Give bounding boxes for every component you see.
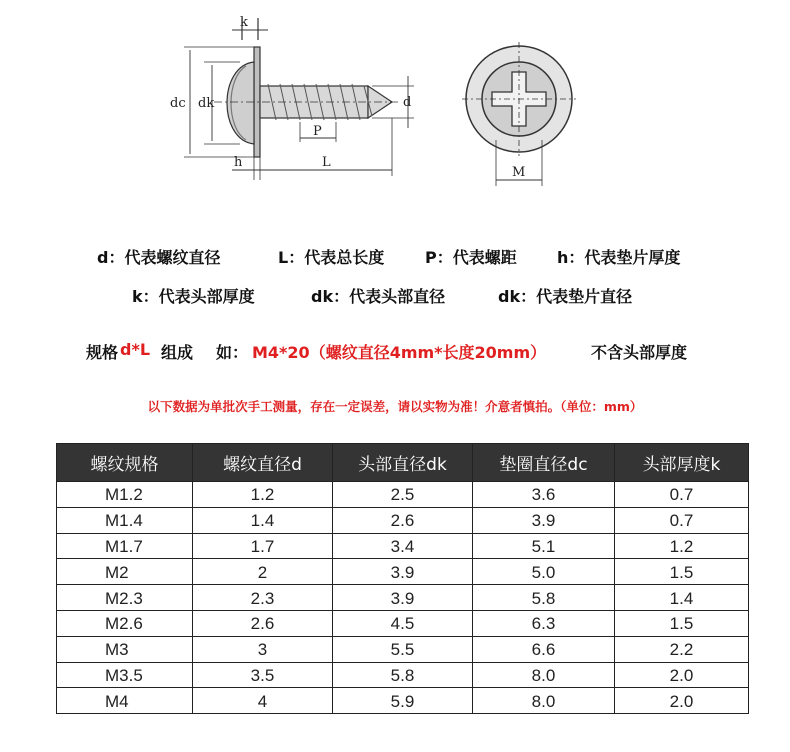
spec-example: M4*20（螺纹直径4mm*长度20mm）	[252, 343, 547, 362]
label-M: M	[512, 165, 526, 180]
legend-item: dk：代表垫片直径	[498, 287, 633, 306]
table-cell: 2.3	[193, 585, 333, 611]
label-d: d	[403, 95, 412, 110]
table-cell: M2.3	[57, 585, 193, 611]
table-cell: 1.2	[615, 533, 749, 559]
table-cell: 1.7	[193, 533, 333, 559]
table-cell: 3.6	[473, 482, 615, 508]
header-cell: 螺纹规格	[57, 444, 193, 482]
spec-note: 不含头部厚度	[591, 343, 688, 362]
table-cell: 8.0	[473, 688, 615, 714]
table-row	[57, 507, 749, 533]
table-cell: 6.6	[473, 636, 615, 662]
label-dk: dk	[198, 96, 215, 111]
table-header-row	[57, 444, 749, 482]
spec-prefix: 规格	[86, 343, 119, 362]
header-cell: 垫圈直径dc	[473, 444, 615, 482]
table-cell: 3.5	[193, 662, 333, 688]
table-cell: 1.5	[615, 610, 749, 636]
label-k: k	[240, 15, 248, 30]
table-row	[57, 662, 749, 688]
spec-format: d*L	[120, 340, 151, 359]
table-row	[57, 482, 749, 508]
table-cell: 6.3	[473, 610, 615, 636]
table-cell: 3.9	[333, 559, 473, 585]
table-cell: 1.4	[615, 585, 749, 611]
table-row	[57, 585, 749, 611]
table-cell: M3	[57, 636, 193, 662]
table-cell: 4.5	[333, 610, 473, 636]
table-cell: 4	[193, 688, 333, 714]
screw-dimension-diagram	[0, 0, 790, 220]
legend-item: d：代表螺纹直径	[97, 248, 221, 267]
spec-table	[56, 443, 749, 714]
table-cell: 0.7	[615, 482, 749, 508]
table-cell: 2.6	[333, 507, 473, 533]
table-cell: 2.0	[615, 662, 749, 688]
label-p: P	[313, 124, 322, 139]
label-L: L	[322, 155, 331, 170]
table-cell: 3.4	[333, 533, 473, 559]
table-row	[57, 559, 749, 585]
table-row	[57, 636, 749, 662]
legend-item: L：代表总长度	[278, 248, 385, 267]
table-cell: 5.0	[473, 559, 615, 585]
table-cell: 1.5	[615, 559, 749, 585]
table-cell: M3.5	[57, 662, 193, 688]
table-cell: 1.4	[193, 507, 333, 533]
table-cell: M2.6	[57, 610, 193, 636]
header-cell: 头部直径dk	[333, 444, 473, 482]
table-cell: 8.0	[473, 662, 615, 688]
legend-item: P：代表螺距	[425, 248, 517, 267]
table-row	[57, 688, 749, 714]
label-dc: dc	[170, 96, 186, 111]
table-cell: 5.8	[333, 662, 473, 688]
legend-item: k：代表头部厚度	[132, 287, 255, 306]
table-cell: 5.1	[473, 533, 615, 559]
table-cell: 0.7	[615, 507, 749, 533]
table-cell: 5.9	[333, 688, 473, 714]
measurement-notice: 以下数据为单批次手工测量，存在一定误差，请以实物为准！介意者慎拍。（单位：mm）	[147, 399, 643, 414]
table-cell: 3.9	[473, 507, 615, 533]
table-cell: M1.7	[57, 533, 193, 559]
legend-item: dk：代表头部直径	[311, 287, 446, 306]
table-cell: 1.2	[193, 482, 333, 508]
table-cell: M2	[57, 559, 193, 585]
table-cell: 5.5	[333, 636, 473, 662]
table-row	[57, 533, 749, 559]
header-cell: 螺纹直径d	[193, 444, 333, 482]
table-cell: 2	[193, 559, 333, 585]
legend-item: h：代表垫片厚度	[557, 248, 681, 267]
spec-example-label: 如：	[216, 343, 249, 362]
table-row	[57, 610, 749, 636]
table-cell: 3	[193, 636, 333, 662]
spec-suffix: 组成	[161, 343, 194, 362]
table-cell: M1.2	[57, 482, 193, 508]
header-cell: 头部厚度k	[615, 444, 749, 482]
table-cell: M4	[57, 688, 193, 714]
label-h: h	[234, 155, 243, 170]
table-cell: 3.9	[333, 585, 473, 611]
table-cell: 5.8	[473, 585, 615, 611]
table-cell: M1.4	[57, 507, 193, 533]
table-cell: 2.5	[333, 482, 473, 508]
table-cell: 2.6	[193, 610, 333, 636]
table-cell: 2.2	[615, 636, 749, 662]
table-cell: 2.0	[615, 688, 749, 714]
